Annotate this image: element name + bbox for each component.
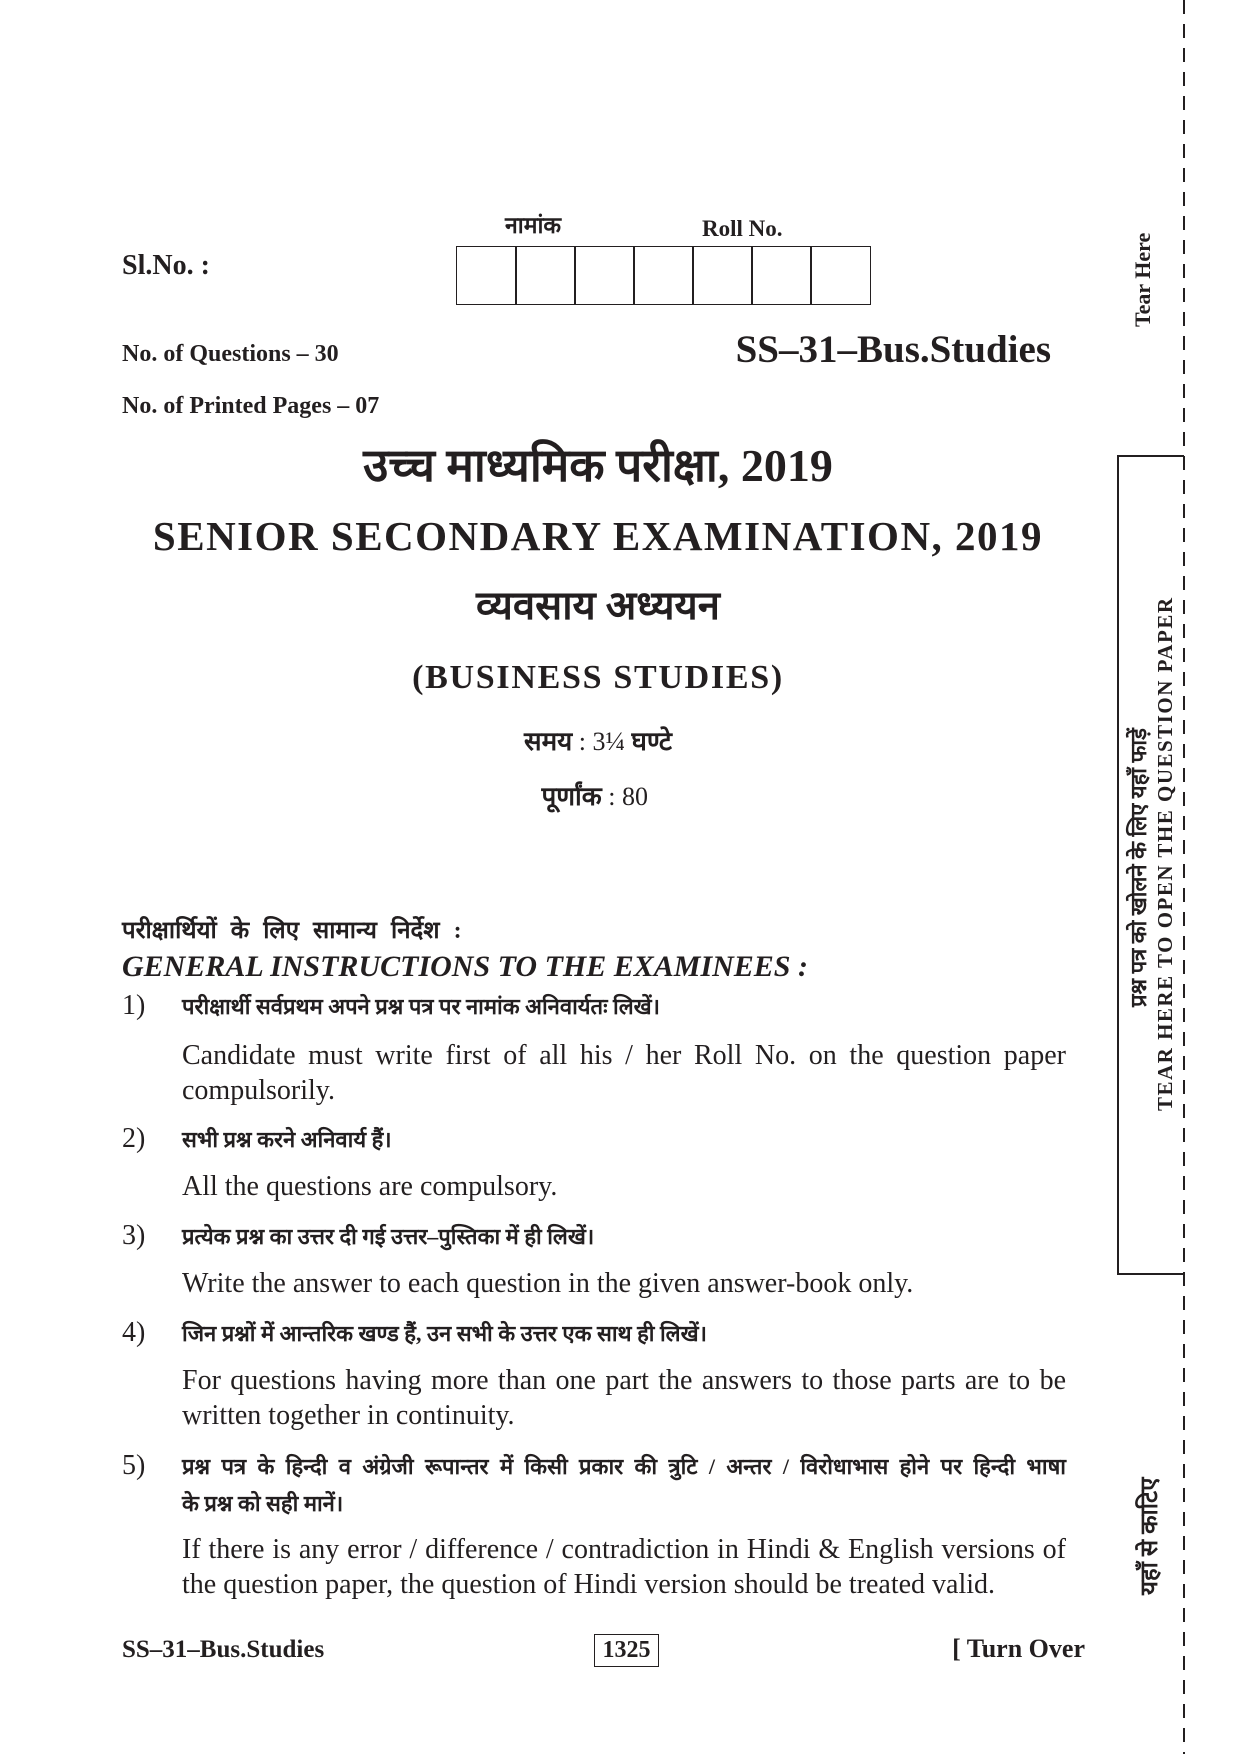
footer-page-code: 1325 [594,1634,659,1667]
instruction-text-english-line: All the questions are compulsory. [182,1171,558,1202]
instruction-number: 1) [122,990,146,1021]
instruction-text-hindi-line: प्रश्न पत्र के हिन्दी व अंग्रेजी रूपान्तर में किसी प्रकार की त्रुटि / अन्तर / विरोधाभास होने पर हिन्दी भाषा [182,1454,1066,1479]
roll-no-box [456,246,517,305]
sl-no-label: Sl.No. : [122,250,210,281]
instruction-text-english-line: compulsorily. [182,1075,335,1106]
questions-count: No. of Questions – 30 [122,341,339,367]
instruction-text-english [182,1266,1066,1301]
instruction-text-english-line: If there is any error / difference / contradiction in Hindi & English versions of [182,1534,1066,1565]
instruction-text-hindi-line: परीक्षार्थी सर्वप्रथम अपने प्रश्न पत्र पर नामांक अनिवार्यतः लिखें। [182,994,660,1019]
footer-paper-code: SS–31–Bus.Studies [122,1636,325,1663]
instructions-heading-hindi: परीक्षार्थियों के लिए सामान्य निर्देश : [122,918,462,944]
instruction-text-english [182,1038,1066,1108]
instructions-heading-english: GENERAL INSTRUCTIONS TO THE EXAMINEES : [122,950,808,983]
instruction-text-english [182,1363,1066,1433]
time-unit: घण्टे [631,727,672,756]
instruction-number: 3) [122,1220,146,1251]
cut-here-label: यहाँ से काटिए [1137,1477,1163,1595]
instruction-number: 4) [122,1317,146,1348]
roll-no-box [633,246,694,305]
roll-no-box [810,246,871,305]
roll-no-box [515,246,576,305]
roll-no-hindi-label: नामांक [505,213,562,238]
instruction-text-english-line: Write the answer to each question in the given answer-book only. [182,1268,914,1299]
max-marks-label: पूर्णांक [541,782,602,811]
tear-here-label: Tear Here [1130,232,1155,328]
max-marks-value: : 80 [608,782,648,811]
instruction-number: 2) [122,1123,146,1154]
roll-no-box [751,246,812,305]
instruction-number: 5) [122,1450,146,1481]
turn-over-label: [ Turn Over [952,1634,1085,1663]
instruction-text-hindi [182,988,1066,1025]
instruction-text-english-line: For questions having more than one part the answers to those parts are to be [182,1365,1066,1396]
instruction-text-hindi-line: के प्रश्न को सही मानें। [182,1491,344,1516]
instruction-text-hindi [182,1121,1066,1158]
instruction-text-hindi [182,1315,1066,1352]
subject-title-english: (BUSINESS STUDIES) [412,659,784,696]
instruction-text-hindi-line: जिन प्रश्नों में आन्तरिक खण्ड हैं, उन सभी के उत्तर एक साथ ही लिखें। [182,1321,707,1346]
roll-no-box [574,246,635,305]
exam-title-english: SENIOR SECONDARY EXAMINATION, 2019 [152,513,1044,559]
tear-text-english: TEAR HERE TO OPEN THE QUESTION PAPER [1153,596,1177,1112]
printed-pages-count: No. of Printed Pages – 07 [122,393,380,419]
instruction-text-hindi-line: सभी प्रश्न करने अनिवार्य हैं। [182,1127,392,1152]
time-label: समय [524,727,573,756]
instruction-text-hindi [182,1448,1066,1522]
instruction-text-hindi [182,1218,1066,1255]
subject-title-hindi: व्यवसाय अध्ययन [476,583,720,628]
instruction-text-english-line: written together in continuity. [182,1400,515,1431]
tear-text-hindi: प्रश्न पत्र को खोलने के लिए यहाँ फाड़ें [1126,728,1151,1008]
time-allowed [122,729,1074,755]
roll-no-boxes [456,246,871,305]
instruction-text-english-line: Candidate must write first of all his / her Roll No. on the question paper [182,1040,1066,1071]
instruction-text-english [182,1532,1066,1602]
time-value: : 3¼ [578,727,625,756]
paper-code: SS–31–Bus.Studies [735,328,1051,371]
exam-title-hindi: उच्च माध्यमिक परीक्षा, 2019 [363,440,833,491]
instruction-text-english [182,1169,1066,1204]
roll-no-box [692,246,753,305]
instruction-text-english-line: the question paper, the question of Hindi version should be treated valid. [182,1569,996,1600]
roll-no-label: Roll No. [702,216,783,241]
instruction-text-hindi-line: प्रत्येक प्रश्न का उत्तर दी गई उत्तर–पुस्तिका में ही लिखें। [182,1224,595,1249]
max-marks [122,784,1074,810]
